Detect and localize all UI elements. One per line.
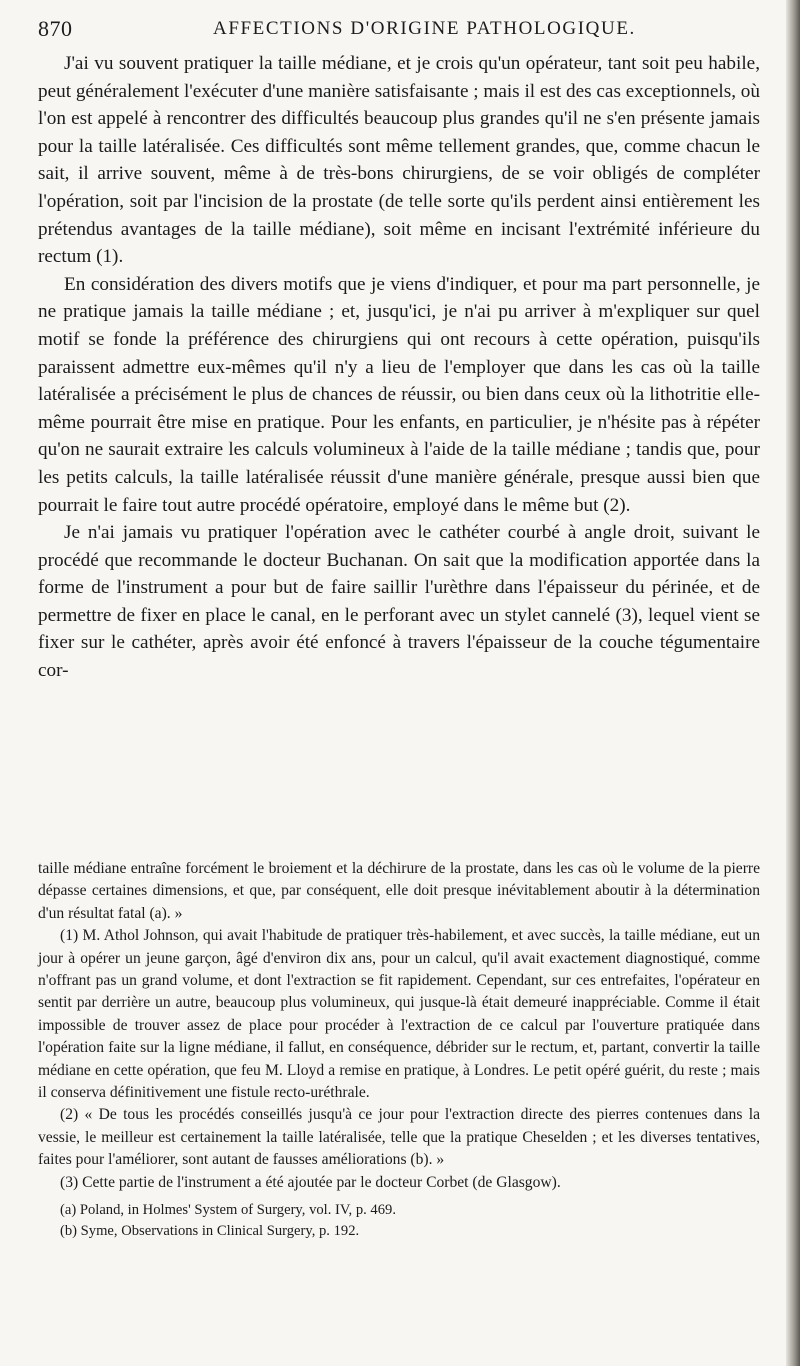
reference-b: (b) Syme, Observations in Clinical Surgery, p. 192. bbox=[60, 1223, 360, 1240]
paragraph-2: En considération des divers motifs que je viens d'indiquer, et pour ma part personnelle, je ne pratique jamais la taille médiane ; et, jusqu'ici, je n'ai pu arriver à m'expliquer sur quel motif se fonde la préférence des chirurgiens qui ont recours à cette opération, puisqu'ils paraissent admettre eux-mêmes qu'il n'y a lieu de l'employer que dans les cas où la taille latéralisée a précisément le plus de chances de réussir, ou bien dans ceux où la lithotritie elle-même pourrait être mise en pratique. Pour les enfants, en particulier, je n'hésite pas à répéter qu'on ne saurait extraire les calculs volumineux à l'aide de la taille médiane ; tandis que, pour les petits calculs, la taille latéralisée réussit d'une manière générale, presque aussi bien que pourrait le faire tout autre procédé opératoire, employé dans le même but (2). bbox=[38, 273, 760, 516]
page-edge-shadow bbox=[786, 0, 800, 1366]
page-number: 870 bbox=[38, 16, 73, 41]
paragraph-1: J'ai vu souvent pratiquer la taille médiane, et je crois qu'un opérateur, tant soit peu habile, peut généralement l'exécuter d'une manière satisfaisante ; mais il est des cas exceptionnels, où l'on est appelé à rencontrer des difficultés beaucoup plus grandes qu'il ne s'en présente jamais pour la taille latéralisée. Ces difficultés sont même tellement grandes, que, comme chacun le sait, il arrive souvent, même à de très-bons chirurgiens, de se voir obligés de compléter l'opération, soit par l'incision de la prostate (de telle sorte qu'ils perdent ainsi entièrement les prétendus avantages de la taille médiane), soit même en incisant l'extrémité inférieure du rectum (1). bbox=[38, 53, 760, 268]
footnote-3: (3) Cette partie de l'instrument a été ajoutée par le docteur Corbet (de Glasgow). bbox=[60, 1173, 561, 1191]
paragraph-3: Je n'ai jamais vu pratiquer l'opération avec le cathéter courbé à angle droit, suivant le procédé que recommande le docteur Buchanan. On sait que la modification apportée dans la forme de l'instrument a pour but de faire saillir l'urèthre dans l'épaisseur du périnée, et de permettre de fixer en place le canal, en le perforant avec un stylet cannelé (3), lequel vient se fixer sur le cathéter, après avoir été enfoncé à travers l'épaisseur de la couche tégumentaire cor- bbox=[38, 522, 760, 682]
footnotes bbox=[38, 858, 760, 1242]
footnote-1: (1) M. Athol Johnson, qui avait l'habitude de pratiquer très-habilement, et avec succès, la taille médiane, eut un jour à opérer un jeune garçon, âgé d'environ dix ans, pour un calcul, qu'il avait exactement diagnostiqué, comme n'offrant pas un grand volume, et dont l'extraction se fit rapidement. Cependant, sur ces entrefaites, l'opérateur en sentit par derrière un autre, beaucoup plus volumineux, qui jusque-là était demeuré inappréciable. Comme il était impossible de trouver assez de place pour procéder à l'extraction de ce calcul par l'ouverture pratiquée dans l'opération faite sur la ligne médiane, il fallut, en conséquence, débrider sur le rectum, et, partant, convertir la taille médiane en cette opération, que feu M. Lloyd a remise en pratique, à Londres. Le petit opéré guérit, du reste ; mais il conserva définitivement une fistule recto-uréthrale. bbox=[38, 927, 760, 1102]
footnote-2: (2) « De tous les procédés conseillés jusqu'à ce jour pour l'extraction directe des pierres contenues dans la vessie, le meilleur est certainement la taille latéralisée, telle que la pratique Cheselden ; et les diverses tentatives, faites pour l'améliorer, sont autant de fausses améliorations (b). » bbox=[38, 1106, 760, 1169]
running-title: AFFECTIONS D'ORIGINE PATHOLOGIQUE. bbox=[213, 18, 636, 39]
main-text bbox=[38, 50, 760, 685]
page-header bbox=[38, 14, 758, 46]
footnote-continuation: taille médiane entraîne forcément le broiement et la déchirure de la prostate, dans les cas où le volume de la pierre dépasse certaines dimensions, et que, par conséquent, elle doit presque inévitablement aboutir à la détermination d'un résultat fatal (a). » bbox=[38, 860, 760, 922]
reference-a: (a) Poland, in Holmes' System of Surgery, vol. IV, p. 469. bbox=[60, 1202, 396, 1219]
